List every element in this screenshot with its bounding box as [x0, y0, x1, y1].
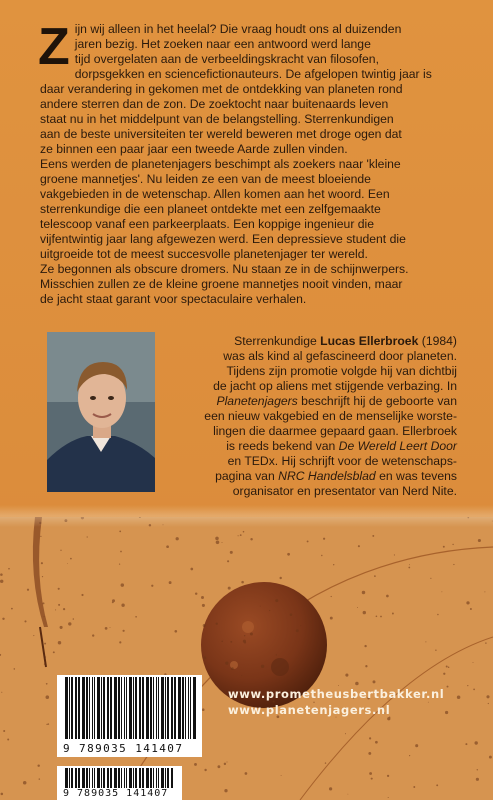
publisher-url[interactable]: www.prometheusbertbakker.nl	[228, 687, 445, 701]
blurb-line: Ze begonnen als obscure dromers. Nu staan ze in de schijnwerpers.	[40, 262, 409, 276]
blurb-line: de jacht staat garant voor spectaculaire verhalen.	[40, 292, 307, 306]
blurb-line: telescoop vanaf een parkeerplaats. Een koppige ingenieur die	[40, 217, 375, 231]
tv-show-title: De Wereld Leert Door	[338, 439, 457, 453]
bio-line: Tijdens zijn promotie volgde hij van dichtbij	[226, 364, 457, 378]
bio-line: en TEDx. Hij schrijft voor de wetenschaps-	[227, 454, 457, 468]
tape-strip	[0, 505, 493, 527]
blurb-line: vakgebieden in de wetenschap. Allen komen aan het woord. Een	[40, 187, 390, 201]
blurb-line: vijfentwintig jaar lang afgewezen werd. Een depressieve student die	[40, 232, 406, 246]
bio-line: een nieuw vakgebied en de menselijke worste-	[204, 409, 457, 423]
blurb-line: Misschien zullen ze de kleine groene mannetjes nooit vinden, maar	[40, 277, 403, 291]
bio-line: lingen die daarmee gepaard gaan. Ellerbroek	[213, 424, 457, 438]
author-portrait-image	[47, 332, 155, 492]
drop-cap: Z	[38, 18, 70, 76]
bio-line: is reeds bekend van De Wereld Leert Door	[226, 439, 457, 453]
blurb-line: groene mannetjes'. Nu leiden ze een van de meest bloeiende	[40, 172, 371, 186]
author-photo	[47, 332, 155, 492]
bio-line: Planetenjagers beschrijft hij de geboorte van	[216, 394, 457, 408]
barcode-bars	[57, 768, 182, 788]
bio-line: de jacht op aliens met stijgende verbazing. In	[213, 379, 457, 393]
blurb-line: jaren bezig. Het zoeken naar een antwoord werd lange	[74, 37, 371, 51]
bio-line: Sterrenkundige Lucas Ellerbroek (1984)	[234, 334, 457, 348]
blurb-line: staat nu in het middelpunt van de belangstelling. Sterrenkundigen	[40, 112, 394, 126]
bio-line: organisator en presentator van Nerd Nite.	[232, 484, 457, 498]
blurb-line: andere sterren dan de zon. De zoektocht naar buitenaards leven	[40, 97, 389, 111]
isbn-number: 9 789035 141407	[63, 788, 169, 799]
author-name: Lucas Ellerbroek	[320, 334, 419, 348]
blurb-line: tijd overgelaten aan de verbeeldingskracht van filosofen,	[74, 52, 379, 66]
blurb-line: aan de beste universiteiten ter wereld beweren met droge ogen dat	[40, 127, 402, 141]
blurb-line: Eens werden de planetenjagers beschimpt als zoekers naar 'kleine	[40, 157, 401, 171]
barcode-bars	[57, 677, 202, 743]
website-links	[228, 686, 468, 718]
bio-line: pagina van NRC Handelsblad en was tevens	[215, 469, 457, 483]
blurb-line: uitgroeide tot de meest succesvolle planetenjager ter wereld.	[40, 247, 368, 261]
newspaper-title: NRC Handelsblad	[278, 469, 376, 483]
blurb-line: ze binnen een paar jaar een tweede Aarde zullen vinden.	[40, 142, 348, 156]
blurb-line: ijn wij alleen in het heelal? Die vraag houdt ons al duizenden	[74, 22, 402, 36]
isbn-number: 9 789035 141407	[63, 742, 184, 755]
planet-illustration	[0, 517, 493, 800]
bio-line: was als kind al gefascineerd door planeten.	[223, 349, 457, 363]
blurb-text	[38, 18, 470, 307]
space-illustration	[0, 517, 493, 800]
blurb-line: dorpsgekken en sciencefictionauteurs. De afgelopen twintig jaar is	[74, 67, 432, 81]
isbn-barcode	[57, 675, 202, 757]
blurb-line: sterrenkundige die een planeet ontdekte met een zelfgemaakte	[40, 202, 381, 216]
author-bio	[167, 334, 457, 499]
blurb-line: daar verandering in gekomen met de ontdekking van planeten rond	[40, 82, 403, 96]
book-url[interactable]: www.planetenjagers.nl	[228, 703, 391, 717]
blurb-lines	[38, 18, 470, 307]
isbn-barcode-sticker	[57, 766, 182, 800]
book-title: Planetenjagers	[216, 394, 298, 408]
